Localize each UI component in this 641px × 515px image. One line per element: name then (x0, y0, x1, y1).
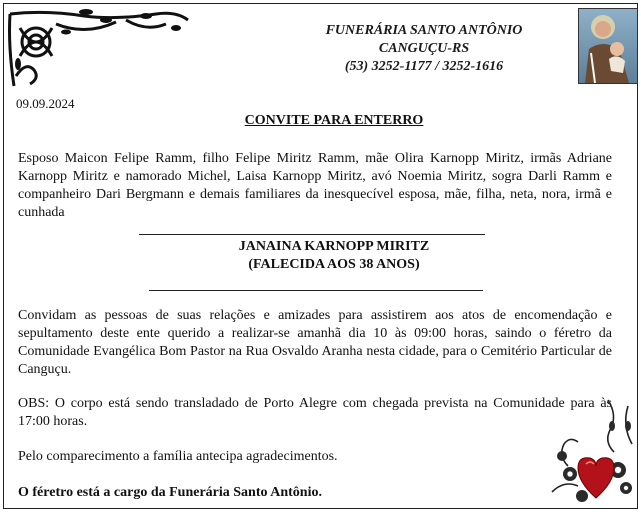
obs-paragraph: OBS: O corpo está sendo transladado de Porto Alegre com chegada prevista na Comunidade para às 17:00 horas. (18, 396, 612, 429)
invitation-paragraph: Convidam as pessoas de suas relações e amizades para assistirem aos atos de encomendação e sepultamento deste ente querido a realizar-se amanhã dia 10 às 09:00 horas, saindo o féretro da Comunidade Evangélica Bom Pastor na Rua Osvaldo Aranha nesta cidade, para o Cemitério Particular de Canguçu. (18, 308, 612, 377)
divider-top (139, 234, 485, 235)
funeral-home-phones: (53) 3252-1177 / 3252-1616 (344, 59, 504, 74)
heart-rose-ornament-icon (548, 396, 636, 506)
deceased-name: JANAINA KARNOPP MIRITZ (238, 239, 430, 254)
deceased-age: (FALECIDA AOS 38 ANOS) (248, 257, 420, 272)
obituary-card (3, 3, 638, 509)
funeral-home-header (299, 22, 549, 76)
celtic-knot-ornament-icon (6, 6, 191, 96)
divider-bottom (149, 290, 483, 291)
deceased-block (139, 238, 529, 274)
footer-note: O féretro está a cargo da Funerária Santo Antônio. (18, 485, 322, 500)
family-paragraph: Esposo Maicon Felipe Ramm, filho Felipe Miritz Ramm, mãe Olira Karnopp Miritz, irmãs Adriane Karnopp Miritz e namorado Michel, Laisa Karnopp Miritz, avó Noemia Miritz, sogra Darli Ramm e companheiro Dari Bergmann e demais familiares da inesquecível esposa, mãe, filha, neta, nora, irmã e cunhada (18, 151, 612, 220)
funeral-home-name: FUNERÁRIA SANTO ANTÔNIO (325, 23, 523, 38)
saint-anthony-portrait-icon (578, 8, 638, 84)
thanks-paragraph: Pelo comparecimento a família antecipa agradecimentos. (18, 449, 338, 464)
page-title: CONVITE PARA ENTERRO (244, 113, 424, 128)
publication-date: 09.09.2024 (16, 96, 75, 111)
funeral-home-city: CANGUÇU-RS (378, 41, 470, 56)
